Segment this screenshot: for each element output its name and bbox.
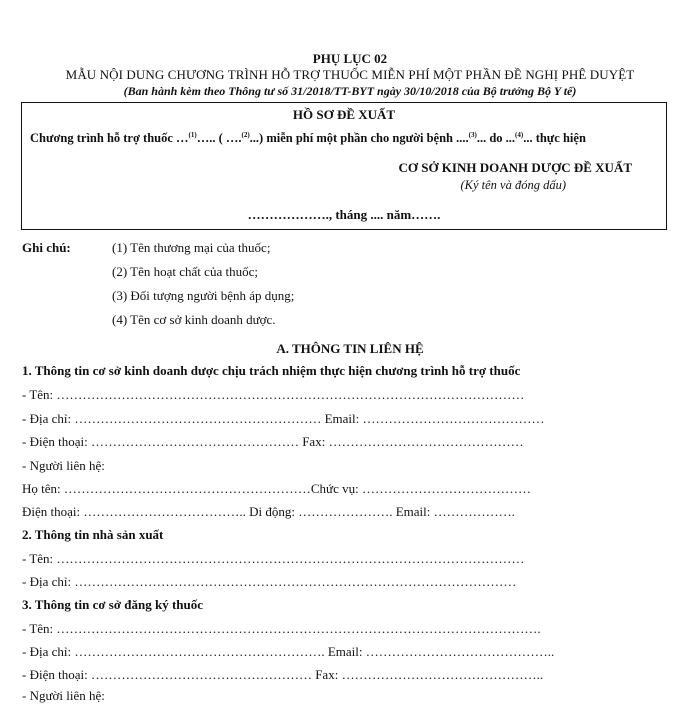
footnote-3: (3) [468, 130, 477, 139]
footnote-2: (2) [241, 130, 250, 139]
note-item: (3) Đối tượng người bệnh áp dụng; [112, 288, 295, 303]
field-line: - Địa chỉ: …………………………………………………. Email: …………………………………….. [22, 644, 555, 659]
field-line: - Địa chỉ: ………………………………………………… Email: …………………………………… [22, 411, 545, 426]
field-line: - Địa chỉ: ………………………………………………………………………………………… [22, 574, 517, 589]
form-title: MẪU NỘI DUNG CHƯƠNG TRÌNH HỖ TRỢ THUỐC MIỄN PHÍ MỘT PHẦN ĐỀ NGHỊ PHÊ DUYỆT [65, 67, 635, 82]
field-line: - Người liên hệ: [22, 688, 105, 703]
footnote-1: (1) [188, 130, 197, 139]
field-line: - Điện thoại: ………………………………………… Fax: ……………………………………… [22, 434, 524, 449]
field-line: - Người liên hệ: [22, 458, 105, 473]
subsection-2-heading: 2. Thông tin nhà sản xuất [22, 527, 164, 542]
note-item: (1) Tên thương mại của thuốc; [112, 240, 271, 255]
box-title: HỒ SƠ ĐỀ XUẤT [292, 107, 396, 122]
program-mid-3: ... do ... [476, 131, 516, 145]
program-prefix: Chương trình hỗ trợ thuốc … [30, 131, 189, 145]
subsection-3-heading: 3. Thông tin cơ sở đăng ký thuốc [22, 597, 204, 612]
notes-label: Ghi chú: [22, 240, 71, 255]
field-line: Họ tên: …………………………………………………Chức vụ: ………………………………… [22, 481, 531, 496]
issued-note: (Ban hành kèm theo Thông tư số 31/2018/TT-BYT ngày 30/10/2018 của Bộ trưởng Bộ Y tế) [123, 84, 577, 98]
sign-note: (Ký tên và đóng dấu) [460, 178, 566, 192]
field-line: - Điện thoại: …………………………………………… Fax: ……………………………………….. [22, 667, 544, 682]
program-line [30, 131, 660, 146]
note-item: (4) Tên cơ sở kinh doanh dược. [112, 312, 276, 327]
section-a-title: A. THÔNG TIN LIÊN HỆ [276, 341, 424, 356]
field-line: - Tên: …………………………………………………………………………………………………. [22, 621, 541, 636]
date-line: ………………., tháng .... năm……. [247, 207, 441, 222]
field-line: Điện thoại: ……………………………….. Di động: …………………. Email: ………………. [22, 504, 515, 519]
field-line: - Tên: ……………………………………………………………………………………………… [22, 551, 525, 566]
footnote-4: (4) [515, 130, 524, 139]
program-mid-1: ….. ( …. [196, 131, 242, 145]
proposal-box [21, 102, 667, 230]
program-suffix: ... thực hiện [523, 131, 586, 145]
subsection-1-heading: 1. Thông tin cơ sở kinh doanh dược chịu trách nhiệm thực hiện chương trình hỗ trợ thuốc [22, 363, 521, 378]
appendix-title: PHỤ LỤC 02 [312, 51, 388, 66]
field-line: - Tên: ……………………………………………………………………………………………… [22, 387, 525, 402]
program-mid-2: ...) miễn phí một phần cho người bệnh .... [249, 131, 469, 145]
org-title: CƠ SỞ KINH DOANH DƯỢC ĐỀ XUẤT [398, 160, 632, 175]
note-item: (2) Tên hoạt chất của thuốc; [112, 264, 258, 279]
